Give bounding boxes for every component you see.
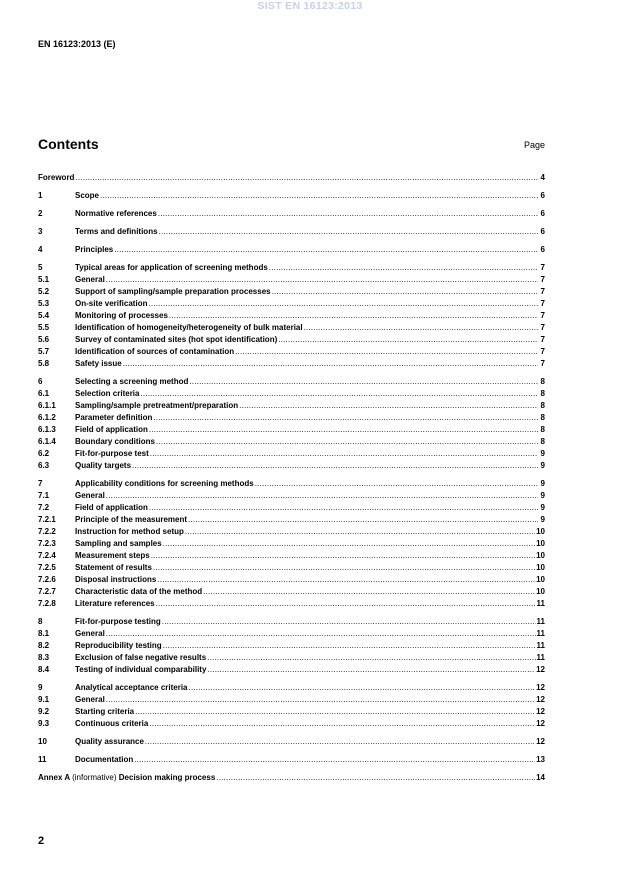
toc-entry-number: 9.2: [38, 707, 50, 716]
toc-entry[interactable]: [38, 754, 545, 766]
toc-entry-title: Fit-for-purpose testing: [75, 617, 161, 626]
toc-dot-leader: [106, 490, 538, 502]
toc-dot-leader: [216, 772, 535, 784]
toc-entry-number: 6.1.3: [38, 425, 56, 434]
toc-entry-page: 11: [536, 629, 545, 638]
toc-entry-title: General: [75, 629, 105, 638]
toc-dot-leader: [132, 460, 538, 472]
annex-title: Decision making process: [118, 773, 216, 782]
toc-entry-number: 10: [38, 737, 47, 746]
toc-entry[interactable]: [38, 718, 545, 730]
toc-entry-page: 6: [540, 227, 545, 236]
toc-entry-number: 8.2: [38, 641, 50, 650]
document-id: EN 16123:2013 (E): [38, 39, 116, 49]
toc-entry[interactable]: [38, 424, 545, 436]
toc-entry-number: 5.5: [38, 323, 50, 332]
toc-entry-page: 12: [536, 737, 545, 746]
toc-entry-title: Analytical acceptance criteria: [75, 683, 188, 692]
toc-entry-number: 7.2.6: [38, 575, 56, 584]
toc-entry-page: 8: [540, 437, 545, 446]
toc-entry-number: 5.7: [38, 347, 50, 356]
toc-entry-title: Terms and definitions: [75, 227, 158, 236]
toc-dot-leader: [134, 754, 535, 766]
toc-entry[interactable]: [38, 652, 545, 664]
toc-entry-page: 10: [536, 587, 545, 596]
toc-dot-leader: [140, 388, 538, 400]
toc-entry-page: 12: [536, 719, 545, 728]
toc-entry-page: 6: [540, 245, 545, 254]
toc-entry-page: 13: [536, 755, 545, 764]
toc-entry[interactable]: [38, 736, 545, 748]
toc-entry-title: Characteristic data of the method: [75, 587, 203, 596]
watermark: SIST EN 16123:2013: [257, 0, 363, 12]
toc-entry-number: 7.2.2: [38, 527, 56, 536]
toc-dot-leader: [149, 718, 535, 730]
toc-entry-page: 8: [540, 425, 545, 434]
toc-entry[interactable]: [38, 226, 545, 238]
toc-entry-page: 7: [540, 359, 545, 368]
toc-entry-page: 10: [536, 527, 545, 536]
toc-entry[interactable]: [38, 550, 545, 562]
toc-entry-title: Applicability conditions for screening methods: [75, 479, 254, 488]
toc-entry[interactable]: [38, 298, 545, 310]
toc-dot-leader: [235, 346, 538, 358]
toc-dot-leader: [153, 562, 535, 574]
toc-dot-leader: [163, 538, 535, 550]
toc-entry-number: 8.1: [38, 629, 50, 638]
toc-entry-page: 8: [540, 377, 545, 386]
toc-entry[interactable]: [38, 190, 545, 202]
toc-entry-number: 5.2: [38, 287, 50, 296]
toc-entry-page: 9: [540, 449, 545, 458]
toc-entry[interactable]: [38, 562, 545, 574]
toc-entry-title: Fit-for-purpose test: [75, 449, 149, 458]
contents-heading: Contents: [38, 136, 99, 152]
toc-entry-number: 5.3: [38, 299, 50, 308]
toc-entry[interactable]: [38, 310, 545, 322]
toc-entry[interactable]: [38, 628, 545, 640]
toc-dot-leader: [159, 226, 538, 238]
toc-entry-page: 8: [540, 389, 545, 398]
toc-entry-title: Boundary conditions: [75, 437, 155, 446]
toc-dot-leader: [189, 376, 538, 388]
toc-entry[interactable]: [38, 448, 545, 460]
toc-entry-page: 11: [536, 653, 545, 662]
toc-dot-leader: [100, 190, 538, 202]
toc-entry[interactable]: [38, 244, 545, 256]
toc-entry-page: 8: [540, 401, 545, 410]
toc-dot-leader: [114, 244, 538, 256]
toc-entry-title: [38, 772, 215, 784]
toc-entry-number: 7.2: [38, 503, 50, 512]
toc-dot-leader: [188, 514, 538, 526]
toc-entry-number: 6.1.2: [38, 413, 56, 422]
toc-entry-title: Survey of contaminated sites (hot spot identification): [75, 335, 278, 344]
toc-entry[interactable]: [38, 334, 545, 346]
toc-dot-leader: [149, 424, 538, 436]
toc-entry-page: 11: [536, 617, 545, 626]
toc-entry[interactable]: [38, 514, 545, 526]
toc-dot-leader: [239, 400, 538, 412]
page-column-label: Page: [523, 140, 545, 150]
toc-entry[interactable]: [38, 478, 545, 490]
toc-entry[interactable]: [38, 412, 545, 424]
toc-entry-page: 12: [536, 695, 545, 704]
toc-entry-number: 8: [38, 617, 43, 626]
toc-entry-number: 11: [38, 755, 47, 764]
toc-entry[interactable]: [38, 460, 545, 472]
toc-entry-number: 6.1.4: [38, 437, 56, 446]
toc-dot-leader: [278, 334, 538, 346]
toc-entry-title: Typical areas for application of screening methods: [75, 263, 268, 272]
toc-entry[interactable]: [38, 286, 545, 298]
toc-entry-number: 5.4: [38, 311, 50, 320]
toc-entry-title: Literature references: [75, 599, 155, 608]
toc-entry[interactable]: [38, 502, 545, 514]
toc-entry-number: 3: [38, 227, 43, 236]
toc-dot-leader: [207, 652, 535, 664]
toc-entry-title: Quality assurance: [75, 737, 144, 746]
table-of-contents: [38, 172, 545, 784]
toc-dot-leader: [189, 682, 536, 694]
toc-entry[interactable]: [38, 538, 545, 550]
toc-entry-number: 4: [38, 245, 43, 254]
toc-entry-number: 2: [38, 209, 43, 218]
toc-entry[interactable]: [38, 664, 545, 676]
toc-entry-title: Support of sampling/sample preparation processes: [75, 287, 271, 296]
toc-entry-page: 12: [536, 683, 545, 692]
toc-entry-title: Identification of sources of contamination: [75, 347, 235, 356]
toc-entry[interactable]: [38, 274, 545, 286]
toc-entry-page: 9: [540, 461, 545, 470]
toc-entry-number: 9.1: [38, 695, 50, 704]
toc-entry-number: 7.1: [38, 491, 50, 500]
toc-entry-number: 7.2.7: [38, 587, 56, 596]
toc-entry-title: Foreword: [38, 173, 75, 182]
toc-entry-page: 6: [540, 191, 545, 200]
toc-entry-title: Disposal instructions: [75, 575, 157, 584]
toc-entry[interactable]: [38, 694, 545, 706]
toc-dot-leader: [158, 208, 538, 220]
toc-entry-title: Reproducibility testing: [75, 641, 162, 650]
toc-dot-leader: [169, 310, 538, 322]
toc-entry-page: 9: [540, 515, 545, 524]
toc-entry-number: 9: [38, 683, 43, 692]
toc-entry-page: 12: [536, 665, 545, 674]
toc-entry-title: Documentation: [75, 755, 134, 764]
toc-entry-page: 6: [540, 209, 545, 218]
toc-entry[interactable]: [38, 490, 545, 502]
toc-entry-title: Statement of results: [75, 563, 152, 572]
toc-entry-page: 7: [540, 299, 545, 308]
annex-label: Annex A: [38, 773, 70, 782]
toc-entry-page: 10: [536, 563, 545, 572]
toc-dot-leader: [150, 448, 538, 460]
toc-entry-title: Continuous criteria: [75, 719, 149, 728]
toc-entry-number: 7.2.3: [38, 539, 56, 548]
toc-entry-page: 10: [536, 539, 545, 548]
toc-entry-title: Monitoring of processes: [75, 311, 168, 320]
toc-dot-leader: [156, 436, 538, 448]
toc-dot-leader: [185, 526, 535, 538]
toc-entry-page: 7: [540, 287, 545, 296]
toc-entry-title: General: [75, 695, 105, 704]
toc-dot-leader: [75, 172, 538, 184]
toc-entry[interactable]: [38, 682, 545, 694]
toc-entry-title: Parameter definition: [75, 413, 153, 422]
toc-dot-leader: [162, 616, 536, 628]
toc-entry[interactable]: [38, 526, 545, 538]
toc-dot-leader: [269, 262, 538, 274]
toc-entry-number: 9.3: [38, 719, 50, 728]
toc-entry-title: General: [75, 491, 105, 500]
toc-entry-title: Sampling and samples: [75, 539, 162, 548]
toc-entry-page: 10: [536, 575, 545, 584]
toc-dot-leader: [207, 664, 535, 676]
toc-dot-leader: [157, 574, 535, 586]
toc-entry-number: 7.2.8: [38, 599, 56, 608]
toc-entry-page: 7: [540, 347, 545, 356]
toc-entry-title: Principles: [75, 245, 114, 254]
toc-entry-title: Principle of the measurement: [75, 515, 188, 524]
toc-entry-page: 7: [540, 323, 545, 332]
toc-entry[interactable]: [38, 358, 545, 370]
toc-dot-leader: [145, 736, 535, 748]
toc-entry-page: 14: [536, 773, 545, 782]
toc-entry-title: Testing of individual comparability: [75, 665, 207, 674]
toc-entry-number: 5.8: [38, 359, 50, 368]
toc-entry[interactable]: [38, 262, 545, 274]
toc-entry-page: 9: [540, 503, 545, 512]
toc-entry-page: 9: [540, 479, 545, 488]
toc-entry[interactable]: [38, 322, 545, 334]
toc-dot-leader: [304, 322, 538, 334]
page-number: 2: [38, 835, 45, 847]
toc-entry-title: Quality targets: [75, 461, 132, 470]
toc-entry-title: Scope: [75, 191, 100, 200]
toc-entry-number: 6.2: [38, 449, 50, 458]
toc-entry[interactable]: [38, 586, 545, 598]
toc-dot-leader: [106, 274, 538, 286]
toc-entry[interactable]: [38, 574, 545, 586]
toc-entry-page: 11: [536, 599, 545, 608]
toc-entry-number: 7: [38, 479, 43, 488]
toc-entry-page: 7: [540, 311, 545, 320]
toc-dot-leader: [156, 598, 536, 610]
toc-entry-page: 11: [536, 641, 545, 650]
toc-entry-title: Selecting a screening method: [75, 377, 189, 386]
toc-entry-number: 6.1.1: [38, 401, 56, 410]
toc-entry-title: Measurement steps: [75, 551, 150, 560]
toc-entry-number: 6.1: [38, 389, 50, 398]
toc-entry-number: 5: [38, 263, 43, 272]
toc-entry-title: Identification of homogeneity/heterogeneity of bulk material: [75, 323, 303, 332]
toc-entry-title: Instruction for method setup: [75, 527, 184, 536]
toc-dot-leader: [149, 502, 538, 514]
toc-entry[interactable]: [38, 598, 545, 610]
toc-entry-title: On-site verification: [75, 299, 148, 308]
toc-dot-leader: [135, 706, 535, 718]
toc-entry-page: 4: [540, 173, 545, 182]
toc-entry-page: 9: [540, 491, 545, 500]
toc-entry[interactable]: [38, 616, 545, 628]
toc-entry-page: 10: [536, 551, 545, 560]
toc-entry-title: General: [75, 275, 105, 284]
toc-entry[interactable]: [38, 706, 545, 718]
toc-dot-leader: [123, 358, 538, 370]
toc-entry-title: Sampling/sample pretreatment/preparation: [75, 401, 239, 410]
toc-dot-leader: [153, 412, 538, 424]
toc-entry-page: 7: [540, 275, 545, 284]
toc-entry-page: 8: [540, 413, 545, 422]
toc-entry-title: Field of application: [75, 425, 148, 434]
toc-entry-number: 6: [38, 377, 43, 386]
toc-dot-leader: [106, 628, 536, 640]
toc-entry[interactable]: [38, 172, 545, 184]
toc-entry-number: 5.1: [38, 275, 50, 284]
toc-dot-leader: [272, 286, 538, 298]
toc-entry-title: Field of application: [75, 503, 148, 512]
toc-entry-title: Starting criteria: [75, 707, 135, 716]
toc-entry-annex-a[interactable]: [38, 772, 545, 784]
toc-dot-leader: [255, 478, 538, 490]
toc-entry[interactable]: [38, 376, 545, 388]
toc-entry-number: 7.2.5: [38, 563, 56, 572]
toc-entry-page: 12: [536, 707, 545, 716]
toc-entry[interactable]: [38, 208, 545, 220]
toc-entry-page: 7: [540, 335, 545, 344]
toc-entry[interactable]: [38, 436, 545, 448]
toc-entry[interactable]: [38, 400, 545, 412]
annex-qualifier: (informative): [72, 773, 117, 782]
toc-entry-number: 5.6: [38, 335, 50, 344]
toc-entry-number: 1: [38, 191, 43, 200]
toc-entry-number: 7.2.4: [38, 551, 56, 560]
toc-dot-leader: [106, 694, 535, 706]
toc-dot-leader: [203, 586, 535, 598]
toc-entry[interactable]: [38, 388, 545, 400]
toc-dot-leader: [148, 298, 538, 310]
toc-dot-leader: [151, 550, 535, 562]
toc-entry-number: 8.3: [38, 653, 50, 662]
toc-entry-title: Safety issue: [75, 359, 122, 368]
toc-entry[interactable]: [38, 640, 545, 652]
toc-entry-number: 7.2.1: [38, 515, 56, 524]
toc-entry-number: 8.4: [38, 665, 50, 674]
toc-entry-title: Exclusion of false negative results: [75, 653, 207, 662]
toc-entry-title: Selection criteria: [75, 389, 140, 398]
toc-entry-title: Normative references: [75, 209, 157, 218]
toc-entry-number: 6.3: [38, 461, 50, 470]
toc-entry[interactable]: [38, 346, 545, 358]
toc-dot-leader: [163, 640, 536, 652]
toc-entry-page: 7: [540, 263, 545, 272]
